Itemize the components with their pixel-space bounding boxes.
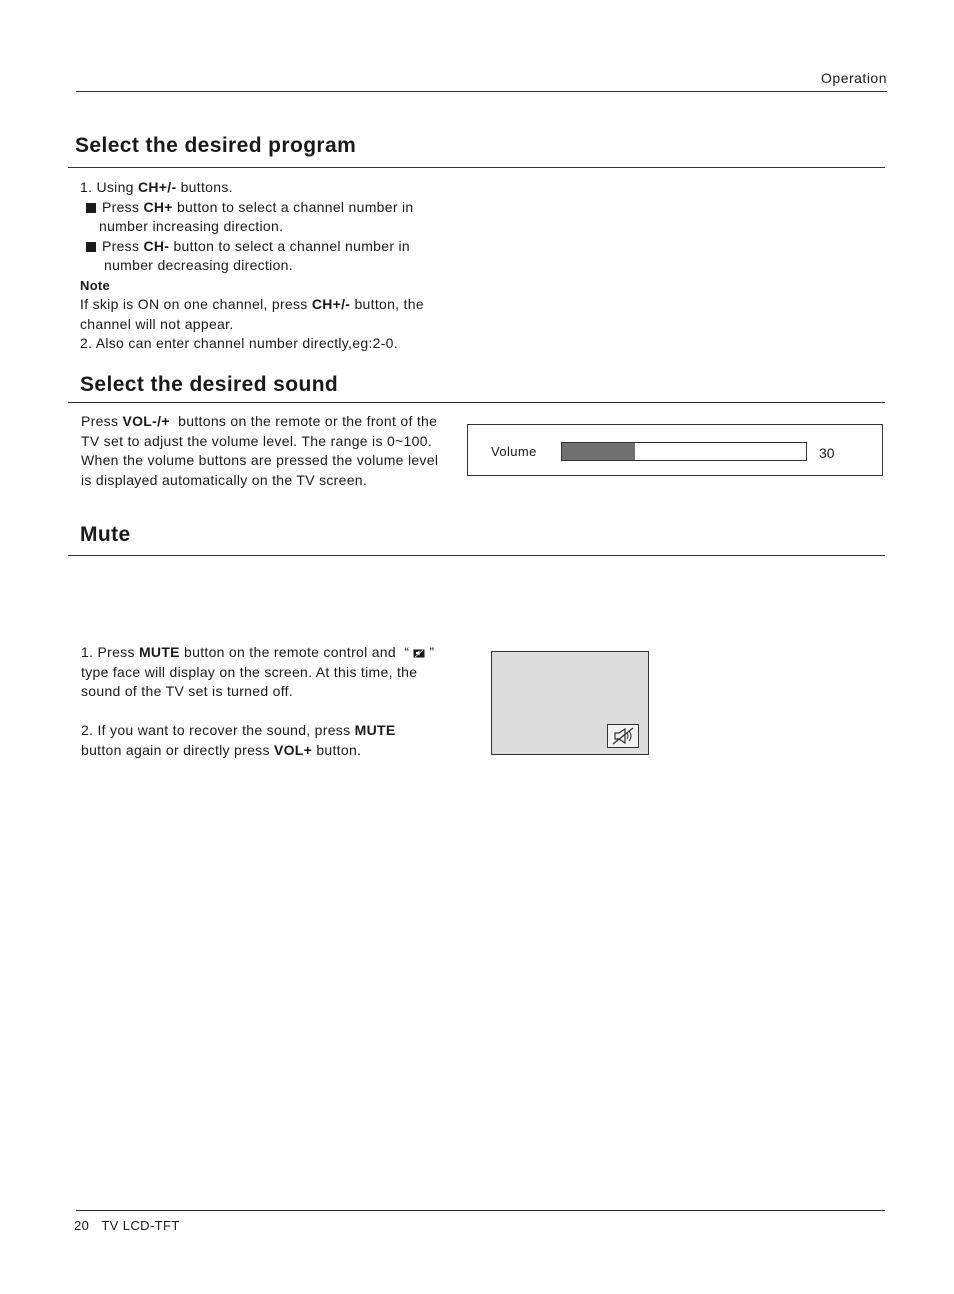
program-note-cont: channel will not appear. [80, 315, 234, 332]
page-number: 20 [74, 1218, 90, 1233]
mute-step-1-line-2: type face will display on the screen. At this time, the [81, 663, 418, 680]
program-note-heading: Note [80, 277, 111, 293]
sound-line-4: is displayed automatically on the TV screen. [81, 471, 368, 488]
program-step-2: 2. Also can enter channel number directly,eg:2-0. [80, 335, 398, 351]
volume-level-fill [562, 443, 635, 460]
footer-rule [76, 1210, 885, 1211]
square-bullet-icon [86, 203, 96, 213]
mute-step-1: 1. Press MUTE button on the remote control and “ ” [81, 644, 435, 660]
sound-instructions [81, 412, 466, 490]
program-section-title: Select the desired program [75, 134, 357, 157]
program-bullet-ch-minus: Press CH- button to select a channel number in [80, 237, 480, 257]
program-instructions [80, 178, 480, 354]
header-section-label: Operation [821, 70, 887, 86]
mute-speaker-icon [608, 725, 638, 747]
mute-spacer [81, 702, 481, 722]
mute-step-2-line-2: button again or directly press VOL+ button. [81, 741, 362, 758]
volume-value: 30 [819, 445, 835, 461]
program-step-1: 1. Using CH+/- buttons. [80, 179, 233, 195]
program-bullet-ch-plus-cont: number increasing direction. [99, 218, 284, 234]
mute-speaker-icon [413, 649, 425, 658]
volume-level-bar [561, 442, 807, 461]
sound-line-1: Press VOL-/+ buttons on the remote or the front of the [81, 413, 438, 429]
mute-tv-screen-illustration [491, 651, 649, 755]
program-bullet-ch-minus-cont: number decreasing direction. [104, 257, 293, 273]
mute-step-1-line-3: sound of the TV set is turned off. [81, 683, 294, 699]
program-note-text: If skip is ON on one channel, press CH+/- button, the [80, 296, 424, 312]
mute-osd-icon-box [607, 724, 639, 748]
program-bullet-ch-plus: Press CH+ button to select a channel number in [80, 198, 480, 218]
volume-label: Volume [491, 444, 537, 459]
mute-instructions [81, 643, 481, 760]
mute-section-title: Mute [80, 523, 131, 546]
sound-line-2: TV set to adjust the volume level. The range is 0~100. [81, 432, 432, 449]
footer [74, 1218, 180, 1233]
sound-line-3: When the volume buttons are pressed the volume level [81, 452, 439, 468]
mute-title-rule [68, 555, 885, 556]
program-title-rule [68, 167, 885, 168]
volume-osd-display [467, 424, 883, 476]
header-rule [76, 91, 887, 92]
square-bullet-icon [86, 242, 96, 252]
sound-title-rule [68, 402, 885, 403]
mute-step-2: 2. If you want to recover the sound, press MUTE [81, 722, 396, 738]
sound-section-title: Select the desired sound [80, 373, 339, 396]
document-title: TV LCD-TFT [101, 1218, 180, 1233]
